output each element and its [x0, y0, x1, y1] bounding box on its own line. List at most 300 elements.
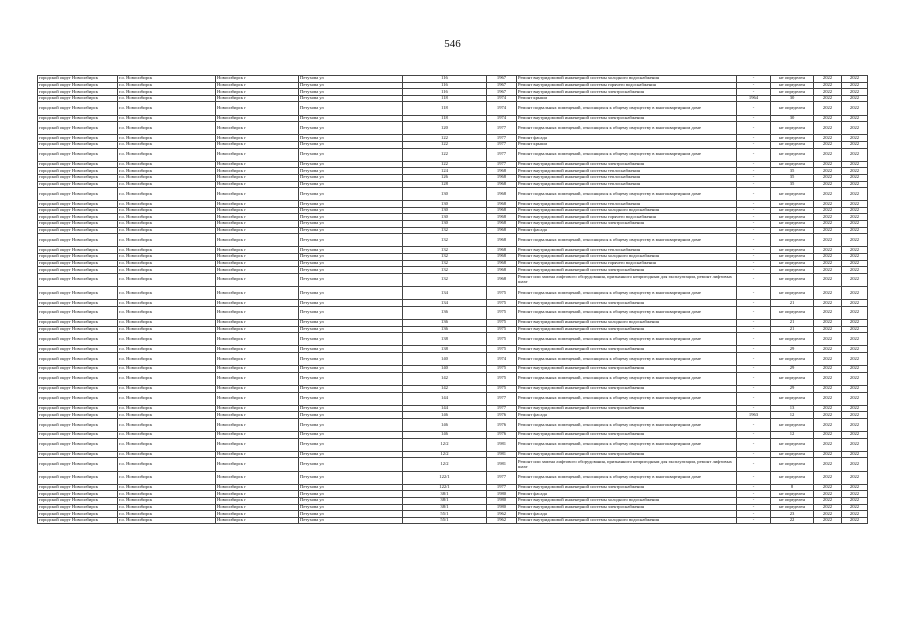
cost-cell: 35 [771, 181, 814, 188]
period-end-cell: 2022 [842, 122, 868, 135]
build-year-cell: 1968 [487, 273, 517, 286]
build-year-cell: 1968 [487, 247, 517, 254]
period-start-cell: 2022 [814, 82, 842, 89]
build-year-cell: 1977 [487, 141, 517, 148]
last-repair-year-cell: - [737, 234, 771, 247]
period-end-cell: 2022 [842, 352, 868, 365]
build-year-cell: 1974 [487, 102, 517, 115]
last-repair-year-cell: - [737, 247, 771, 254]
street-cell: Петухова ул [299, 82, 403, 89]
cost-cell: не определен [771, 102, 814, 115]
build-year-cell: 1975 [487, 300, 517, 307]
cost-cell: 21 [771, 300, 814, 307]
period-end-cell: 2022 [842, 247, 868, 254]
house-number-cell: 55/1 [403, 517, 487, 524]
city-cell: Новосибирск г [216, 319, 299, 326]
settlement-cell: г.о. Новосибирск [118, 141, 216, 148]
house-number-cell: 122 [403, 148, 487, 161]
last-repair-year-cell: - [737, 418, 771, 431]
period-start-cell: 2022 [814, 247, 842, 254]
table-row [38, 135, 868, 142]
period-end-cell: 2022 [842, 227, 868, 234]
cost-cell: 35 [771, 174, 814, 181]
street-cell: Петухова ул [299, 76, 403, 83]
street-cell: Петухова ул [299, 366, 403, 373]
settlement-cell: г.о. Новосибирск [118, 273, 216, 286]
build-year-cell: 1980 [487, 498, 517, 505]
build-year-cell: 1968 [487, 234, 517, 247]
settlement-cell: г.о. Новосибирск [118, 135, 216, 142]
district-cell: городской округ Новосибирск [38, 168, 118, 175]
city-cell: Новосибирск г [216, 300, 299, 307]
cost-cell: не определен [771, 306, 814, 319]
period-end-cell: 2022 [842, 115, 868, 122]
build-year-cell: 1968 [487, 201, 517, 208]
period-end-cell: 2022 [842, 385, 868, 392]
table-row [38, 484, 868, 491]
work-type-cell: Ремонт подвальных помещений, относящихся к общему имуществу в многоквартирном доме [517, 102, 737, 115]
table-row [38, 438, 868, 451]
house-number-cell: 132 [403, 227, 487, 234]
table-row [38, 306, 868, 319]
period-start-cell: 2022 [814, 168, 842, 175]
build-year-cell: 1975 [487, 366, 517, 373]
house-number-cell: 116 [403, 89, 487, 96]
build-year-cell: 1975 [487, 306, 517, 319]
house-number-cell: 132 [403, 273, 487, 286]
last-repair-year-cell: - [737, 319, 771, 326]
settlement-cell: г.о. Новосибирск [118, 267, 216, 274]
cost-cell: не определен [771, 135, 814, 142]
build-year-cell: 1981 [487, 458, 517, 471]
last-repair-year-cell: - [737, 214, 771, 221]
city-cell: Новосибирск г [216, 201, 299, 208]
period-start-cell: 2022 [814, 352, 842, 365]
cost-cell: 8 [771, 484, 814, 491]
period-start-cell: 2022 [814, 372, 842, 385]
cost-cell: не определен [771, 333, 814, 346]
house-number-cell: 12/2 [403, 438, 487, 451]
street-cell: Петухова ул [299, 438, 403, 451]
period-start-cell: 2022 [814, 451, 842, 458]
settlement-cell: г.о. Новосибирск [118, 168, 216, 175]
table-row [38, 333, 868, 346]
last-repair-year-cell: - [737, 306, 771, 319]
street-cell: Петухова ул [299, 458, 403, 471]
cost-cell: не определен [771, 352, 814, 365]
city-cell: Новосибирск г [216, 418, 299, 431]
house-number-cell: 12/2 [403, 451, 487, 458]
city-cell: Новосибирск г [216, 306, 299, 319]
period-start-cell: 2022 [814, 141, 842, 148]
house-number-cell: 136 [403, 319, 487, 326]
house-number-cell: 38/1 [403, 498, 487, 505]
cost-cell: не определен [771, 141, 814, 148]
settlement-cell: г.о. Новосибирск [118, 326, 216, 333]
street-cell: Петухова ул [299, 517, 403, 524]
house-number-cell: 128 [403, 181, 487, 188]
build-year-cell: 1968 [487, 168, 517, 175]
city-cell: Новосибирск г [216, 76, 299, 83]
last-repair-year-cell: - [737, 82, 771, 89]
settlement-cell: г.о. Новосибирск [118, 412, 216, 419]
house-number-cell: 144 [403, 405, 487, 412]
house-number-cell: 132 [403, 254, 487, 261]
city-cell: Новосибирск г [216, 287, 299, 300]
settlement-cell: г.о. Новосибирск [118, 366, 216, 373]
district-cell: городской округ Новосибирск [38, 82, 118, 89]
district-cell: городской округ Новосибирск [38, 412, 118, 419]
cost-cell: не определен [771, 260, 814, 267]
build-year-cell: 1968 [487, 207, 517, 214]
district-cell: городской округ Новосибирск [38, 346, 118, 353]
last-repair-year-cell: - [737, 168, 771, 175]
district-cell: городской округ Новосибирск [38, 504, 118, 511]
period-start-cell: 2022 [814, 89, 842, 96]
street-cell: Петухова ул [299, 234, 403, 247]
work-type-cell: Ремонт внутридомовой инженерной системы электроснабжения [517, 451, 737, 458]
period-start-cell: 2022 [814, 115, 842, 122]
cost-cell: не определен [771, 227, 814, 234]
street-cell: Петухова ул [299, 511, 403, 518]
city-cell: Новосибирск г [216, 168, 299, 175]
work-type-cell: Ремонт внутридомовой инженерной системы холодного водоснабжения [517, 319, 737, 326]
settlement-cell: г.о. Новосибирск [118, 418, 216, 431]
city-cell: Новосибирск г [216, 491, 299, 498]
period-end-cell: 2022 [842, 267, 868, 274]
district-cell: городской округ Новосибирск [38, 247, 118, 254]
street-cell: Петухова ул [299, 161, 403, 168]
build-year-cell: 1967 [487, 82, 517, 89]
settlement-cell: г.о. Новосибирск [118, 122, 216, 135]
table-row [38, 491, 868, 498]
district-cell: городской округ Новосибирск [38, 451, 118, 458]
house-number-cell: 140 [403, 366, 487, 373]
last-repair-year-cell: - [737, 326, 771, 333]
settlement-cell: г.о. Новосибирск [118, 254, 216, 261]
house-number-cell: 142 [403, 372, 487, 385]
city-cell: Новосибирск г [216, 148, 299, 161]
house-number-cell: 142 [403, 385, 487, 392]
build-year-cell: 1981 [487, 451, 517, 458]
district-cell: городской округ Новосибирск [38, 319, 118, 326]
work-type-cell: Ремонт внутридомовой инженерной системы холодного водоснабжения [517, 254, 737, 261]
street-cell: Петухова ул [299, 201, 403, 208]
house-number-cell: 132 [403, 260, 487, 267]
cost-cell: не определен [771, 76, 814, 83]
cost-cell: не определен [771, 188, 814, 201]
cost-cell: не определен [771, 471, 814, 484]
street-cell: Петухова ул [299, 306, 403, 319]
last-repair-year-cell: - [737, 366, 771, 373]
table-row [38, 352, 868, 365]
settlement-cell: г.о. Новосибирск [118, 451, 216, 458]
table-row [38, 82, 868, 89]
house-number-cell: 38/1 [403, 491, 487, 498]
period-start-cell: 2022 [814, 76, 842, 83]
house-number-cell: 132 [403, 234, 487, 247]
work-type-cell: Ремонт подвальных помещений, относящихся к общему имуществу в многоквартирном доме [517, 148, 737, 161]
city-cell: Новосибирск г [216, 95, 299, 102]
period-end-cell: 2022 [842, 82, 868, 89]
cost-cell: не определен [771, 148, 814, 161]
last-repair-year-cell: - [737, 221, 771, 228]
table-row [38, 385, 868, 392]
cost-cell: не определен [771, 267, 814, 274]
district-cell: городской округ Новосибирск [38, 135, 118, 142]
house-number-cell: 116 [403, 82, 487, 89]
street-cell: Петухова ул [299, 260, 403, 267]
table-row [38, 471, 868, 484]
work-type-cell: Ремонт внутридомовой инженерной системы холодного водоснабжения [517, 76, 737, 83]
period-end-cell: 2022 [842, 273, 868, 286]
period-end-cell: 2022 [842, 161, 868, 168]
table-row [38, 418, 868, 431]
street-cell: Петухова ул [299, 148, 403, 161]
settlement-cell: г.о. Новосибирск [118, 458, 216, 471]
last-repair-year-cell: - [737, 346, 771, 353]
period-end-cell: 2022 [842, 451, 868, 458]
last-repair-year-cell: - [737, 188, 771, 201]
table-row [38, 346, 868, 353]
work-type-cell: Ремонт внутридомовой инженерной системы холодного водоснабжения [517, 498, 737, 505]
settlement-cell: г.о. Новосибирск [118, 319, 216, 326]
period-start-cell: 2022 [814, 207, 842, 214]
house-number-cell: 116 [403, 76, 487, 83]
street-cell: Петухова ул [299, 135, 403, 142]
city-cell: Новосибирск г [216, 484, 299, 491]
street-cell: Петухова ул [299, 352, 403, 365]
build-year-cell: 1977 [487, 484, 517, 491]
cost-cell: не определен [771, 438, 814, 451]
district-cell: городской округ Новосибирск [38, 181, 118, 188]
street-cell: Петухова ул [299, 95, 403, 102]
period-start-cell: 2022 [814, 148, 842, 161]
house-number-cell: 120 [403, 122, 487, 135]
table-row [38, 458, 868, 471]
city-cell: Новосибирск г [216, 141, 299, 148]
district-cell: городской округ Новосибирск [38, 366, 118, 373]
period-end-cell: 2022 [842, 346, 868, 353]
period-end-cell: 2022 [842, 287, 868, 300]
last-repair-year-cell: - [737, 405, 771, 412]
district-cell: городской округ Новосибирск [38, 511, 118, 518]
last-repair-year-cell: - [737, 287, 771, 300]
last-repair-year-cell: - [737, 432, 771, 439]
work-type-cell: Ремонт подвальных помещений, относящихся к общему имуществу в многоквартирном доме [517, 372, 737, 385]
district-cell: городской округ Новосибирск [38, 333, 118, 346]
house-number-cell: 130 [403, 221, 487, 228]
city-cell: Новосибирск г [216, 326, 299, 333]
period-end-cell: 2022 [842, 438, 868, 451]
period-start-cell: 2022 [814, 174, 842, 181]
period-end-cell: 2022 [842, 372, 868, 385]
street-cell: Петухова ул [299, 333, 403, 346]
street-cell: Петухова ул [299, 273, 403, 286]
last-repair-year-cell: - [737, 511, 771, 518]
district-cell: городской округ Новосибирск [38, 352, 118, 365]
period-start-cell: 2022 [814, 484, 842, 491]
city-cell: Новосибирск г [216, 511, 299, 518]
build-year-cell: 1968 [487, 260, 517, 267]
district-cell: городской округ Новосибирск [38, 188, 118, 201]
district-cell: городской округ Новосибирск [38, 260, 118, 267]
city-cell: Новосибирск г [216, 372, 299, 385]
cost-cell: не определен [771, 161, 814, 168]
period-start-cell: 2022 [814, 300, 842, 307]
period-end-cell: 2022 [842, 174, 868, 181]
last-repair-year-cell: - [737, 148, 771, 161]
street-cell: Петухова ул [299, 412, 403, 419]
district-cell: городской округ Новосибирск [38, 484, 118, 491]
table-row [38, 174, 868, 181]
city-cell: Новосибирск г [216, 412, 299, 419]
table-row [38, 76, 868, 83]
work-type-cell: Ремонт внутридомовой инженерной системы электроснабжения [517, 326, 737, 333]
city-cell: Новосибирск г [216, 181, 299, 188]
period-end-cell: 2022 [842, 412, 868, 419]
table-row [38, 319, 868, 326]
city-cell: Новосибирск г [216, 122, 299, 135]
period-end-cell: 2022 [842, 221, 868, 228]
street-cell: Петухова ул [299, 287, 403, 300]
period-start-cell: 2022 [814, 418, 842, 431]
table-row [38, 168, 868, 175]
period-end-cell: 2022 [842, 214, 868, 221]
cost-cell: 23 [771, 511, 814, 518]
work-type-cell: Ремонт внутридомовой инженерной системы холодного водоснабжения [517, 207, 737, 214]
work-type-cell: Ремонт внутридомовой инженерной системы электроснабжения [517, 504, 737, 511]
house-number-cell: 134 [403, 287, 487, 300]
street-cell: Петухова ул [299, 181, 403, 188]
house-number-cell: 55/1 [403, 511, 487, 518]
cost-cell: 29 [771, 346, 814, 353]
street-cell: Петухова ул [299, 405, 403, 412]
house-number-cell: 122 [403, 135, 487, 142]
settlement-cell: г.о. Новосибирск [118, 174, 216, 181]
build-year-cell: 1974 [487, 95, 517, 102]
work-type-cell: Ремонт внутридомовой инженерной системы электроснабжения [517, 161, 737, 168]
district-cell: городской округ Новосибирск [38, 95, 118, 102]
table-row [38, 432, 868, 439]
period-end-cell: 2022 [842, 491, 868, 498]
last-repair-year-cell: - [737, 102, 771, 115]
district-cell: городской округ Новосибирск [38, 491, 118, 498]
table-row [38, 161, 868, 168]
house-number-cell: 130 [403, 214, 487, 221]
period-start-cell: 2022 [814, 273, 842, 286]
table-row [38, 511, 868, 518]
period-start-cell: 2022 [814, 227, 842, 234]
build-year-cell: 1977 [487, 392, 517, 405]
cost-cell: не определен [771, 214, 814, 221]
house-number-cell: 140 [403, 352, 487, 365]
table-row [38, 412, 868, 419]
work-type-cell: Ремонт внутридомовой инженерной системы теплоснабжения [517, 247, 737, 254]
last-repair-year-cell: - [737, 438, 771, 451]
work-type-cell: Ремонт внутридомовой инженерной системы горячего водоснабжения [517, 260, 737, 267]
house-number-cell: 118 [403, 95, 487, 102]
period-start-cell: 2022 [814, 346, 842, 353]
district-cell: городской округ Новосибирск [38, 306, 118, 319]
period-start-cell: 2022 [814, 319, 842, 326]
cost-cell: не определен [771, 207, 814, 214]
city-cell: Новосибирск г [216, 102, 299, 115]
cost-cell: не определен [771, 458, 814, 471]
city-cell: Новосибирск г [216, 247, 299, 254]
build-year-cell: 1975 [487, 385, 517, 392]
cost-cell: не определен [771, 491, 814, 498]
last-repair-year-cell: - [737, 458, 771, 471]
build-year-cell: 1962 [487, 511, 517, 518]
cost-cell: не определен [771, 82, 814, 89]
settlement-cell: г.о. Новосибирск [118, 484, 216, 491]
city-cell: Новосибирск г [216, 392, 299, 405]
house-number-cell: 138 [403, 346, 487, 353]
table-row [38, 260, 868, 267]
cost-cell: 35 [771, 168, 814, 175]
work-type-cell: Ремонт внутридомовой инженерной системы теплоснабжения [517, 168, 737, 175]
build-year-cell: 1968 [487, 221, 517, 228]
period-end-cell: 2022 [842, 141, 868, 148]
house-number-cell: 122 [403, 161, 487, 168]
settlement-cell: г.о. Новосибирск [118, 287, 216, 300]
street-cell: Петухова ул [299, 491, 403, 498]
period-start-cell: 2022 [814, 201, 842, 208]
period-end-cell: 2022 [842, 234, 868, 247]
work-type-cell: Ремонт подвальных помещений, относящихся к общему имуществу в многоквартирном доме [517, 352, 737, 365]
street-cell: Петухова ул [299, 346, 403, 353]
build-year-cell: 1968 [487, 214, 517, 221]
last-repair-year-cell: - [737, 260, 771, 267]
build-year-cell: 1975 [487, 287, 517, 300]
work-type-cell: Ремонт подвальных помещений, относящихся к общему имуществу в многоквартирном доме [517, 333, 737, 346]
period-start-cell: 2022 [814, 511, 842, 518]
cost-cell: не определен [771, 372, 814, 385]
table-row [38, 405, 868, 412]
cost-cell: не определен [771, 273, 814, 286]
street-cell: Петухова ул [299, 89, 403, 96]
city-cell: Новосибирск г [216, 82, 299, 89]
district-cell: городской округ Новосибирск [38, 148, 118, 161]
street-cell: Петухова ул [299, 498, 403, 505]
build-year-cell: 1977 [487, 122, 517, 135]
cost-cell: 21 [771, 319, 814, 326]
build-year-cell: 1980 [487, 491, 517, 498]
last-repair-year-cell: - [737, 471, 771, 484]
work-type-cell: Ремонт внутридомовой инженерной системы электроснабжения [517, 115, 737, 122]
district-cell: городской округ Новосибирск [38, 432, 118, 439]
period-start-cell: 2022 [814, 392, 842, 405]
table-row [38, 188, 868, 201]
settlement-cell: г.о. Новосибирск [118, 201, 216, 208]
city-cell: Новосибирск г [216, 161, 299, 168]
street-cell: Петухова ул [299, 168, 403, 175]
last-repair-year-cell: - [737, 372, 771, 385]
work-type-cell: Ремонт подвальных помещений, относящихся к общему имуществу в многоквартирном доме [517, 438, 737, 451]
settlement-cell: г.о. Новосибирск [118, 346, 216, 353]
street-cell: Петухова ул [299, 141, 403, 148]
period-start-cell: 2022 [814, 366, 842, 373]
table-row [38, 141, 868, 148]
period-start-cell: 2022 [814, 432, 842, 439]
period-end-cell: 2022 [842, 300, 868, 307]
work-type-cell: Ремонт внутридомовой инженерной системы холодного водоснабжения [517, 517, 737, 524]
cost-cell: 12 [771, 432, 814, 439]
district-cell: городской округ Новосибирск [38, 161, 118, 168]
street-cell: Петухова ул [299, 247, 403, 254]
street-cell: Петухова ул [299, 122, 403, 135]
